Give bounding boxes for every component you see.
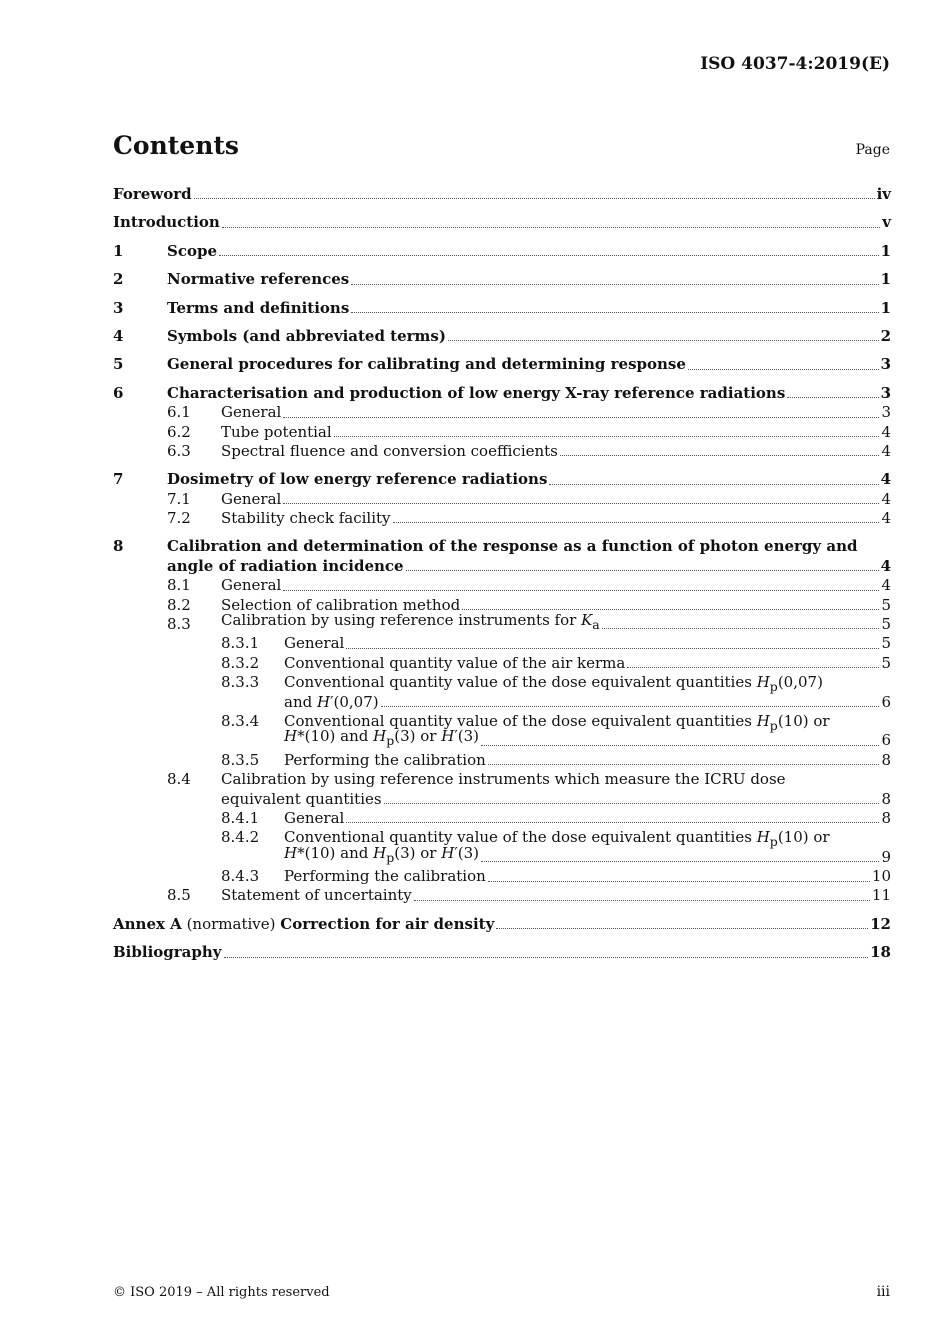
dot-leader — [283, 416, 879, 418]
dot-leader — [334, 435, 880, 437]
toc-entry-number: 6 — [113, 383, 124, 402]
dot-leader — [602, 627, 880, 629]
dot-leader — [351, 311, 878, 313]
toc-entry-title: Foreword — [113, 184, 192, 203]
toc-entry-page: 8 — [881, 750, 891, 769]
toc-entry-6[interactable] — [113, 384, 891, 403]
toc-entry-number: 8.3.5 — [221, 750, 260, 769]
dot-leader — [384, 802, 880, 804]
toc-entry-page: 5 — [881, 595, 891, 614]
toc-entry-number: 2 — [113, 270, 124, 289]
dot-leader — [787, 396, 878, 398]
toc-entry-page: 5 — [881, 634, 891, 653]
toc-entry-page: 4 — [881, 489, 891, 508]
toc-entry-8-3[interactable] — [113, 611, 891, 634]
dot-leader — [283, 502, 879, 504]
toc-entry-number: 8.5 — [167, 886, 191, 905]
toc-entry-page: 5 — [881, 615, 891, 634]
toc-entry-8-3-4[interactable]: 8.3.4 Conventional quantity value of the dose equivalent quantities $H_p(10)$ or H*(10) and $H_p(3)$ or H′(3) 6 — [221, 711, 891, 750]
toc-entry-title: Annex A (normative) Correction for air density — [113, 914, 495, 933]
toc-entry-8-3-3[interactable]: 8.3.3 Conventional quantity value of the dose equivalent quantities $H_p(0,07)$ and H′(0,07) 6 — [221, 673, 891, 711]
toc-entry-6-2[interactable] — [113, 423, 891, 442]
toc-entry-3[interactable] — [113, 299, 891, 318]
dot-leader — [496, 927, 868, 929]
document-id: ISO 4037-4:2019(E) — [700, 54, 890, 74]
toc-entry-number: 5 — [113, 355, 124, 374]
toc-entry-title-line2: angle of radiation incidence — [167, 556, 404, 575]
dot-leader — [488, 880, 870, 882]
toc-entry-page: 3 — [880, 383, 891, 402]
toc-entry-7[interactable] — [113, 470, 891, 489]
toc-entry-foreword[interactable] — [113, 185, 891, 204]
dot-leader — [219, 254, 879, 256]
page-number: iii — [876, 1284, 890, 1300]
toc-entry-7-2[interactable] — [113, 509, 891, 528]
toc-entry-title: Performing the calibration — [284, 867, 486, 886]
table-of-contents — [113, 185, 891, 963]
dot-leader — [414, 899, 870, 901]
toc-entry-6-3[interactable] — [113, 442, 891, 461]
toc-entry-8-3-2[interactable] — [113, 654, 891, 673]
toc-entry-page: 4 — [881, 441, 891, 460]
toc-entry-8-5[interactable] — [113, 887, 891, 906]
toc-entry-title-line2: equivalent quantities — [221, 789, 382, 808]
dot-leader — [481, 744, 879, 746]
toc-entry-title: General procedures for calibrating and determining response — [167, 355, 686, 374]
toc-entry-title-line2: and H′(0,07) — [284, 692, 379, 711]
toc-entry-title: General — [284, 634, 345, 653]
toc-entry-title-line1: Calibration and determination of the response as a function of photon energy and — [167, 537, 858, 556]
toc-entry-page: 4 — [880, 470, 891, 489]
toc-entry-page: 6 — [881, 731, 891, 750]
toc-entry-page: 1 — [880, 298, 891, 317]
page-title: Contents — [113, 131, 240, 160]
dot-leader — [381, 705, 880, 707]
toc-entry-annex-a[interactable] — [113, 915, 891, 934]
dot-leader — [283, 589, 879, 591]
toc-entry-title-line1: Calibration by using reference instruments which measure the ICRU dose — [221, 770, 786, 789]
toc-entry-8-4-2[interactable]: 8.4.2 Conventional quantity value of the dose equivalent quantities $H_p(10)$ or H*(10) and $H_p(3)$ or H′(3) 9 — [221, 828, 891, 866]
toc-entry-page: 4 — [880, 556, 891, 575]
toc-entry-number: 7 — [113, 470, 124, 489]
toc-entry-8[interactable] — [113, 537, 891, 576]
toc-entry-page: 1 — [880, 270, 891, 289]
toc-entry-1[interactable] — [113, 242, 891, 261]
dot-leader — [560, 454, 880, 456]
toc-entry-number: 8.3 — [167, 615, 191, 634]
dot-leader — [346, 647, 879, 649]
toc-entry-title: Normative references — [167, 270, 350, 289]
toc-entry-title: General — [221, 403, 282, 422]
toc-entry-number: 1 — [113, 241, 124, 260]
dot-leader — [448, 339, 879, 341]
toc-entry-title: Conventional quantity value of the air kerma — [284, 653, 626, 672]
toc-entry-page: 4 — [881, 576, 891, 595]
toc-entry-8-1[interactable] — [113, 576, 891, 595]
toc-entry-title: Scope — [167, 241, 218, 260]
toc-entry-number: 6.2 — [167, 422, 191, 441]
dot-leader — [346, 821, 879, 823]
toc-entry-number: 8 — [113, 537, 124, 556]
toc-entry-page: 12 — [870, 914, 891, 933]
toc-entry-page: 18 — [870, 943, 891, 962]
toc-entry-number: 8.3.3 — [221, 673, 260, 692]
toc-entry-page: 3 — [880, 355, 891, 374]
toc-entry-8-3-1[interactable] — [113, 634, 891, 653]
toc-entry-page: 4 — [881, 422, 891, 441]
toc-entry-number: 3 — [113, 298, 124, 317]
toc-entry-title: Selection of calibration method — [221, 595, 461, 614]
toc-entry-number: 4 — [113, 326, 124, 345]
toc-entry-page: iv — [876, 184, 891, 203]
dot-leader — [481, 860, 879, 862]
toc-entry-title: Terms and definitions — [167, 298, 350, 317]
toc-entry-page: 9 — [881, 847, 891, 866]
toc-entry-title: General — [221, 576, 282, 595]
toc-entry-number: 6.3 — [167, 441, 191, 460]
toc-entry-title-line2: H*(10) and $H_p(3)$ or H′(3) — [284, 727, 479, 749]
toc-entry-number: 8.2 — [167, 595, 191, 614]
toc-entry-page: 8 — [881, 789, 891, 808]
toc-entry-number: 7.2 — [167, 509, 191, 528]
toc-entry-6-1[interactable] — [113, 403, 891, 422]
toc-entry-page: 5 — [881, 653, 891, 672]
dot-leader — [627, 666, 879, 668]
toc-entry-page: 4 — [881, 509, 891, 528]
toc-entry-4[interactable] — [113, 327, 891, 346]
toc-entry-title: General — [221, 489, 282, 508]
dot-leader — [549, 483, 878, 485]
toc-entry-title: Performing the calibration — [284, 750, 486, 769]
dot-leader — [488, 763, 880, 765]
toc-entry-page: 2 — [880, 326, 891, 345]
toc-entry-title: Statement of uncertainty — [221, 886, 412, 905]
dot-leader — [351, 283, 878, 285]
toc-entry-title: Spectral fluence and conversion coefficients — [221, 441, 558, 460]
toc-entry-8-4-1[interactable] — [113, 809, 891, 828]
toc-entry-page: 8 — [881, 808, 891, 827]
toc-entry-number: 8.4.2 — [221, 828, 260, 847]
copyright-notice: © ISO 2019 – All rights reserved — [113, 1285, 330, 1300]
dot-leader — [194, 197, 875, 199]
toc-entry-title: Stability check facility — [221, 509, 391, 528]
toc-entry-8-3-5[interactable] — [113, 751, 891, 770]
dot-leader — [688, 368, 879, 370]
toc-entry-number: 8.3.4 — [221, 711, 260, 730]
toc-entry-title: Bibliography — [113, 943, 222, 962]
toc-entry-page: 11 — [871, 886, 891, 905]
toc-entry-number: 8.1 — [167, 576, 191, 595]
dot-leader — [393, 521, 880, 523]
toc-entry-bibliography[interactable] — [113, 943, 891, 962]
toc-entry-number: 8.3.1 — [221, 634, 260, 653]
toc-entry-page: 3 — [881, 403, 891, 422]
toc-entry-number: 8.3.2 — [221, 653, 260, 672]
toc-entry-introduction[interactable] — [113, 213, 891, 232]
toc-entry-number: 8.4 — [167, 770, 191, 789]
page-column-label: Page — [855, 142, 890, 158]
toc-entry-title: Characterisation and production of low energy X-ray reference radiations — [167, 383, 786, 402]
dot-leader — [224, 956, 869, 958]
toc-entry-8-4[interactable] — [113, 770, 891, 809]
toc-entry-title: Tube potential — [221, 422, 332, 441]
toc-entry-title: Calibration by using reference instruments for $K_a$ — [221, 611, 600, 633]
toc-entry-page: 1 — [880, 241, 891, 260]
toc-entry-title: Symbols (and abbreviated terms) — [167, 326, 446, 345]
toc-entry-page: 6 — [881, 692, 891, 711]
toc-entry-number: 6.1 — [167, 403, 191, 422]
toc-entry-title-line2: H*(10) and $H_p(3)$ or H′(3) — [284, 843, 479, 865]
dot-leader — [222, 226, 880, 228]
dot-leader — [462, 608, 879, 610]
toc-entry-title: Introduction — [113, 213, 220, 232]
toc-entry-page: 10 — [871, 867, 891, 886]
toc-entry-number: 8.4.3 — [221, 867, 260, 886]
toc-entry-title: Dosimetry of low energy reference radiations — [167, 470, 548, 489]
toc-entry-number: 7.1 — [167, 489, 191, 508]
toc-entry-page: v — [882, 213, 891, 232]
toc-entry-title: General — [284, 808, 345, 827]
toc-entry-5[interactable] — [113, 355, 891, 374]
toc-entry-7-1[interactable] — [113, 490, 891, 509]
toc-entry-number: 8.4.1 — [221, 808, 260, 827]
toc-entry-2[interactable] — [113, 270, 891, 289]
toc-entry-8-4-3[interactable] — [113, 867, 891, 886]
dot-leader — [406, 569, 879, 571]
